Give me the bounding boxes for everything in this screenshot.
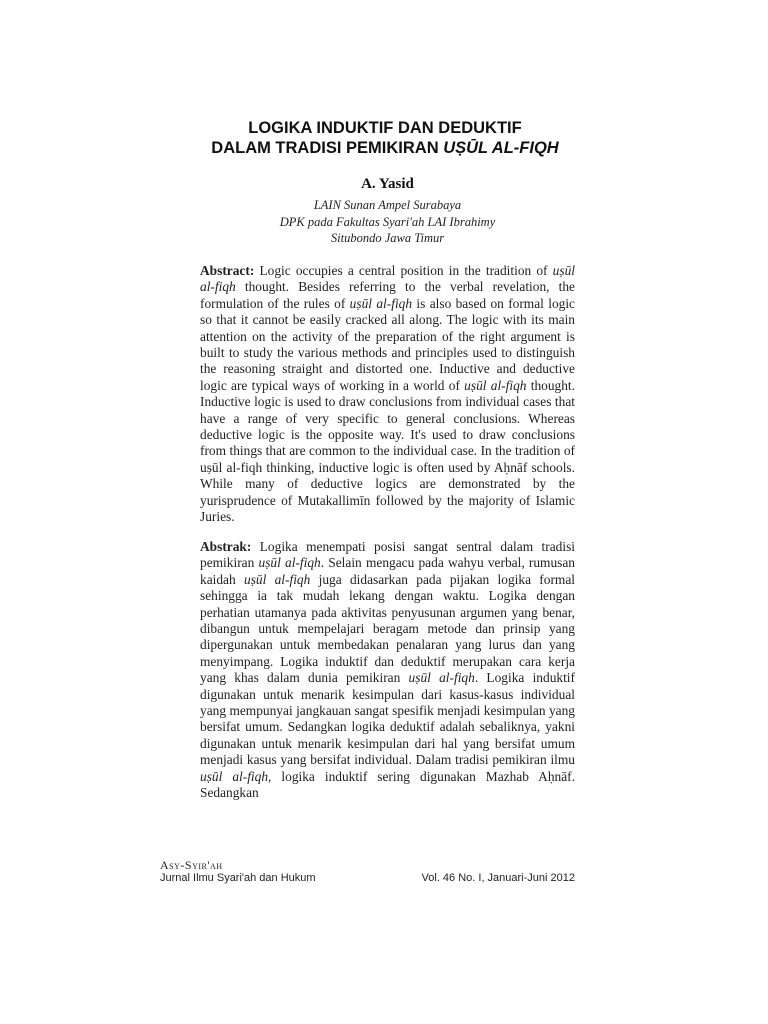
abstract-text: is also based on formal logic so that it cannot be easily cracked all along. The logic with its main attention on the activity of the preparation of the right argument is built to study the various methods and principles used to distinguish the reasoning straight and distorted one. Inductive and deductive logic are typical ways of working in a world of bbox=[200, 295, 576, 393]
abstrak-text: juga didasarkan pada pijakan logika formal sehingga ia tak mudah lekang dengan waktu. Logika dengan perhatian utamanya pada aktivitas penyusunan argumen yang benar, dibangun untuk mempelajari beragam metode dan prinsip yang dipergunakan untuk membedakan penalaran yang lurus dan yang menyimpang. Logika induktif dan deduktif merupakan cara kerja yang khas dalam dunia pemikiran bbox=[200, 571, 575, 686]
author-affiliation bbox=[200, 197, 575, 247]
title-line-2 bbox=[150, 138, 620, 158]
author-name: A. Yasid bbox=[361, 176, 414, 192]
abstrak-text: , logika induktif sering digunakan Mazhab Aḥnāf. Sedangkan bbox=[200, 768, 575, 801]
affiliation-line-1: LAIN Sunan Ampel Surabaya bbox=[313, 198, 462, 212]
abstrak-text: . Selain mengacu pada wahyu verbal, rumusan kaidah bbox=[200, 555, 575, 587]
abstrak-text: . Logika induktif digunakan untuk menarik kesimpulan dari kasus-kasus individual yang mempunyai jangkauan sangat spesifik menjadi kesimpulan yang bersifat umum. Sedangkan logika deduktif adalah sebaliknya, yakni digunakan untuk menarik kesimpulan dari hal yang bersifat umum menjadi kasus yang bersifat individual. Dalam tradisi pemikiran ilmu bbox=[200, 670, 575, 768]
title-line-2-prefix: DALAM TRADISI PEMIKIRAN bbox=[211, 139, 444, 157]
abstract-term: uṣūl al-fiqh bbox=[349, 295, 413, 311]
abstract-label: Abstract: bbox=[200, 263, 255, 278]
abstrak-label: Abstrak: bbox=[200, 539, 252, 554]
abstrak-term: uṣūl al-fiqh bbox=[200, 768, 269, 784]
journal-subtitle: Jurnal Ilmu Syari'ah dan Hukum bbox=[160, 872, 316, 884]
abstract-text: Logic occupies a central position in the tradition of bbox=[254, 263, 553, 278]
affiliation-line-3: Situbondo Jawa Timur bbox=[330, 231, 445, 245]
abstrak-term: uṣūl al-fiqh bbox=[408, 670, 475, 686]
abstract-text: thought. Inductive logic is used to draw conclusions from individual cases that have a range of very specific to general conclusions. Whereas deductive logic is the opposite way. It's used to draw conclusions from things that are common to the individual case. In the tradition of uṣūl al-fiqh thinking, inductive logic is often used by Aḥnāf schools. While many of deductive logics are demonstrated by the yurisprudence of Mutakallimīn followed by the majority of Islamic Juries. bbox=[200, 377, 575, 525]
title-line-2-italic: UṢŪL AL-FIQH bbox=[443, 139, 559, 157]
journal-name: Asy-Syir'ah bbox=[160, 858, 223, 872]
abstrak-term: uṣūl al-fiqh bbox=[258, 555, 321, 571]
affiliation-line-2: DPK pada Fakultas Syari'ah LAI Ibrahimy bbox=[279, 214, 496, 229]
abstrak-text: Logika menempati posisi sangat sentral dalam tradisi pemikiran bbox=[200, 539, 575, 571]
journal-volume: Vol. 46 No. I, Januari-Juni 2012 bbox=[421, 872, 575, 884]
abstract-term: uṣūl al-fiqh bbox=[200, 263, 575, 295]
abstract-indonesian bbox=[200, 539, 575, 802]
article-title bbox=[150, 118, 620, 158]
abstract-text: thought. Besides referring to the verbal revelation, the formulation of the rules of bbox=[200, 279, 575, 311]
abstrak-term: uṣūl al-fiqh bbox=[244, 571, 311, 587]
title-line-1: LOGIKA INDUKTIF DAN DEDUKTIF bbox=[248, 119, 522, 137]
abstract-term: uṣūl al-fiqh bbox=[464, 377, 527, 393]
abstract-english bbox=[200, 263, 575, 526]
